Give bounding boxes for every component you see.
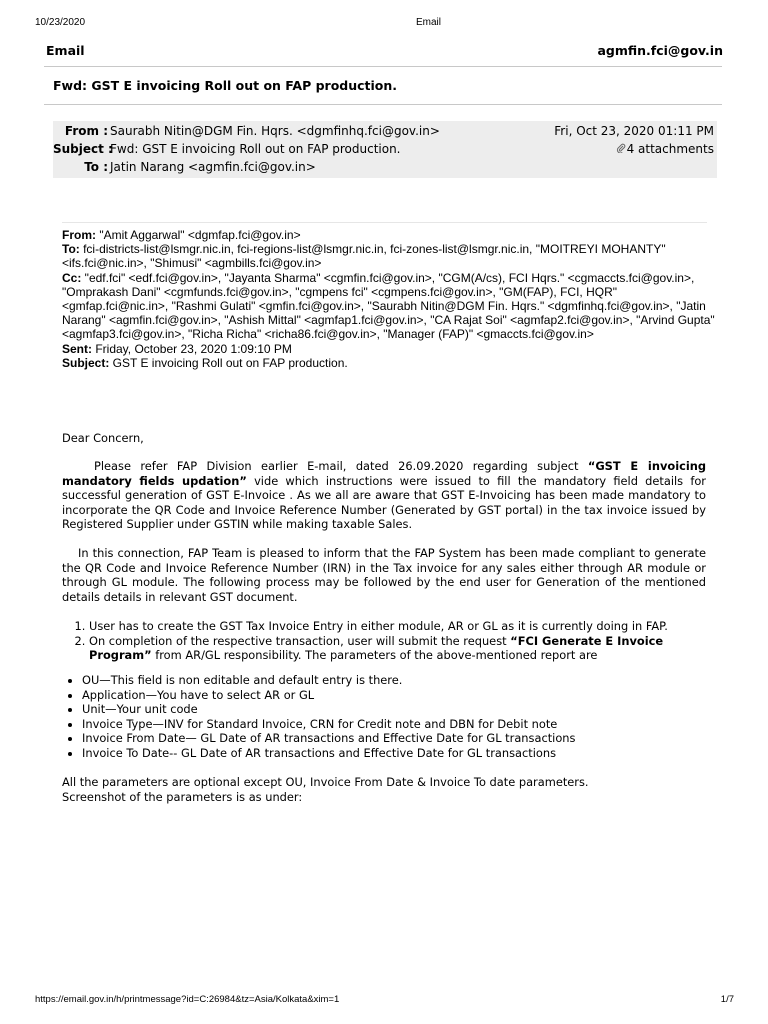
tail-line-1: All the parameters are optional except OU, Invoice From Date & Invoice To date parameters.: [62, 775, 589, 789]
attachments-link[interactable]: [616, 142, 714, 156]
paragraph-1: [62, 459, 706, 532]
list-item: • Unit—Your unit code: [82, 702, 712, 717]
forwarded-header: [62, 228, 722, 370]
fwd-cc-value: "edf.fci" <edf.fci@gov.in>, "Jayanta Sharma" <cgmfin.fci@gov.in>, "CGM(A/cs), FCI Hqrs." <cgmaccts.fci@gov.in>, "Omprakash Dani" <cgmfunds.fci@gov.in>, "cgmpens fci" <cgmpens.fci@gov.in>, "GM(FAP), FCI, HQR" <gmfap.fci@nic.in>, "Rashmi Gulati" <gmfin.fci@gov.in>, "Saurabh Nitin@DGM Fin. Hqrs." <dgmfinhq.fci@gov.in>, "Jatin Narang" <agmfin.fci@gov.in>, "Ashish Mittal" <agmfap1.fci@gov.in>, "CA Rajat Soi" <agmfap2.fci@gov.in>, "Arvind Gupta" <agmfap3.fci@gov.in>, "Richa Richa" <richa86.fci@gov.in>, "Manager (FAP)" <gmaccts.fci@gov.in>: [62, 270, 715, 342]
account-email: agmfin.fci@gov.in: [597, 43, 723, 58]
list-item: • Invoice Type—INV for Standard Invoice, CRN for Credit note and DBN for Debit note: [82, 717, 712, 732]
list-item: • Invoice From Date— GL Date of AR transactions and Effective Date for GL transactions: [82, 731, 712, 746]
fwd-subject-value: GST E invoicing Roll out on FAP production.: [109, 355, 348, 370]
header-divider: [44, 66, 722, 67]
list-item: • OU—This field is non editable and default entry is there.: [82, 673, 712, 688]
fwd-from-value: "Amit Aggarwal" <dgmfap.fci@gov.in>: [96, 228, 301, 242]
app-name: Email: [46, 43, 85, 58]
print-url: https://email.gov.in/h/printmessage?id=C:26984&tz=Asia/Kolkata&xim=1: [35, 994, 340, 1005]
subject-value: Fwd: GST E invoicing Roll out on FAP production.: [110, 142, 401, 156]
fwd-subject-row: [62, 356, 722, 370]
subject-row: [53, 142, 401, 156]
fwd-to-label: To:: [62, 242, 80, 257]
process-steps: [62, 619, 712, 663]
to-label: To :: [84, 160, 108, 174]
step-item: 1. User has to create the GST Tax Invoice Entry in either module, AR or GL as it is currently doing in FAP.: [89, 619, 712, 634]
p1-bold-subject: “GST E invoicing mandatory fields updation”: [62, 459, 707, 488]
step-item: 2. On completion of the respective transaction, user will submit the request “FCI Generate E Invoice Program” from AR/GL responsibility. The parameters of the above-mentioned report are: [89, 634, 712, 663]
fwd-sent-value: Friday, October 23, 2020 1:09:10 PM: [92, 341, 292, 356]
fwd-to-value: fci-districts-list@lsmgr.nic.in, fci-regions-list@lsmgr.nic.in, fci-zones-list@lsmgr.nic.in, "MOITREYI MOHANTY" <ifs.fci@nic.in>, "Shimusi" <agmbills.fci@gov.in>: [62, 242, 666, 271]
tail-line-2: Screenshot of the parameters is as under:: [62, 789, 303, 804]
print-date: 10/23/2020: [35, 17, 86, 28]
fwd-to-row: [62, 242, 722, 270]
fwd-cc-label: Cc:: [62, 270, 82, 285]
from-label: From :: [64, 124, 108, 138]
subject-label: Subject :: [53, 142, 113, 156]
subject-divider: [44, 104, 722, 105]
program-name: “FCI Generate E Invoice Program”: [89, 633, 664, 663]
closing-text: [62, 775, 712, 804]
body-divider: [62, 222, 707, 223]
to-value: Jatin Narang <agmfin.fci@gov.in>: [110, 160, 316, 174]
message-date: Fri, Oct 23, 2020 01:11 PM: [554, 124, 714, 138]
print-title: Email: [416, 17, 442, 28]
page-number: 1/7: [720, 994, 734, 1005]
p1-text-b: vide which instructions were issued to fill the mandatory field details for successful generation of GST E-Invoice . As we all are aware that GST E-Invoicing has been made mandatory to incorporate the QR Code and Invoice Reference Number (Generated by GST portal) in the tax invoice issued by Registered Supplier under GSTIN while making taxable Sales.: [62, 473, 706, 532]
from-row: [53, 124, 440, 138]
fwd-sent-row: [62, 342, 722, 356]
from-value: Saurabh Nitin@DGM Fin. Hqrs. <dgmfinhq.fci@gov.in>: [110, 124, 440, 138]
attachments-count[interactable]: 4 attachments: [626, 142, 714, 156]
fwd-cc-row: [62, 271, 722, 342]
parameter-list: [62, 673, 712, 761]
message-subject-title: Fwd: GST E invoicing Roll out on FAP production.: [53, 78, 398, 93]
list-item: • Application—You have to select AR or GL: [82, 688, 712, 703]
paperclip-icon: [616, 143, 626, 156]
fwd-subject-label: Subject:: [62, 355, 110, 370]
p1-text-a: Please refer FAP Division earlier E-mail, dated 26.09.2020 regarding subject: [94, 459, 588, 473]
greeting: Dear Concern,: [62, 431, 144, 445]
paragraph-2: In this connection, FAP Team is pleased to inform that the FAP System has been made compliant to generate the QR Code and Invoice Reference Number (IRN) in the Tax invoice for any sales either through AR module or through GL module. The following process may be followed by the end user for Generation of the mentioned details details in relevant GST document.: [62, 546, 706, 604]
fwd-from-label: From:: [62, 228, 96, 242]
to-row: [53, 160, 316, 174]
list-item: • Invoice To Date-- GL Date of AR transactions and Effective Date for GL transactions: [82, 746, 712, 761]
fwd-from-row: [62, 228, 722, 242]
fwd-sent-label: Sent:: [62, 341, 92, 356]
message-header-box: [53, 121, 717, 178]
